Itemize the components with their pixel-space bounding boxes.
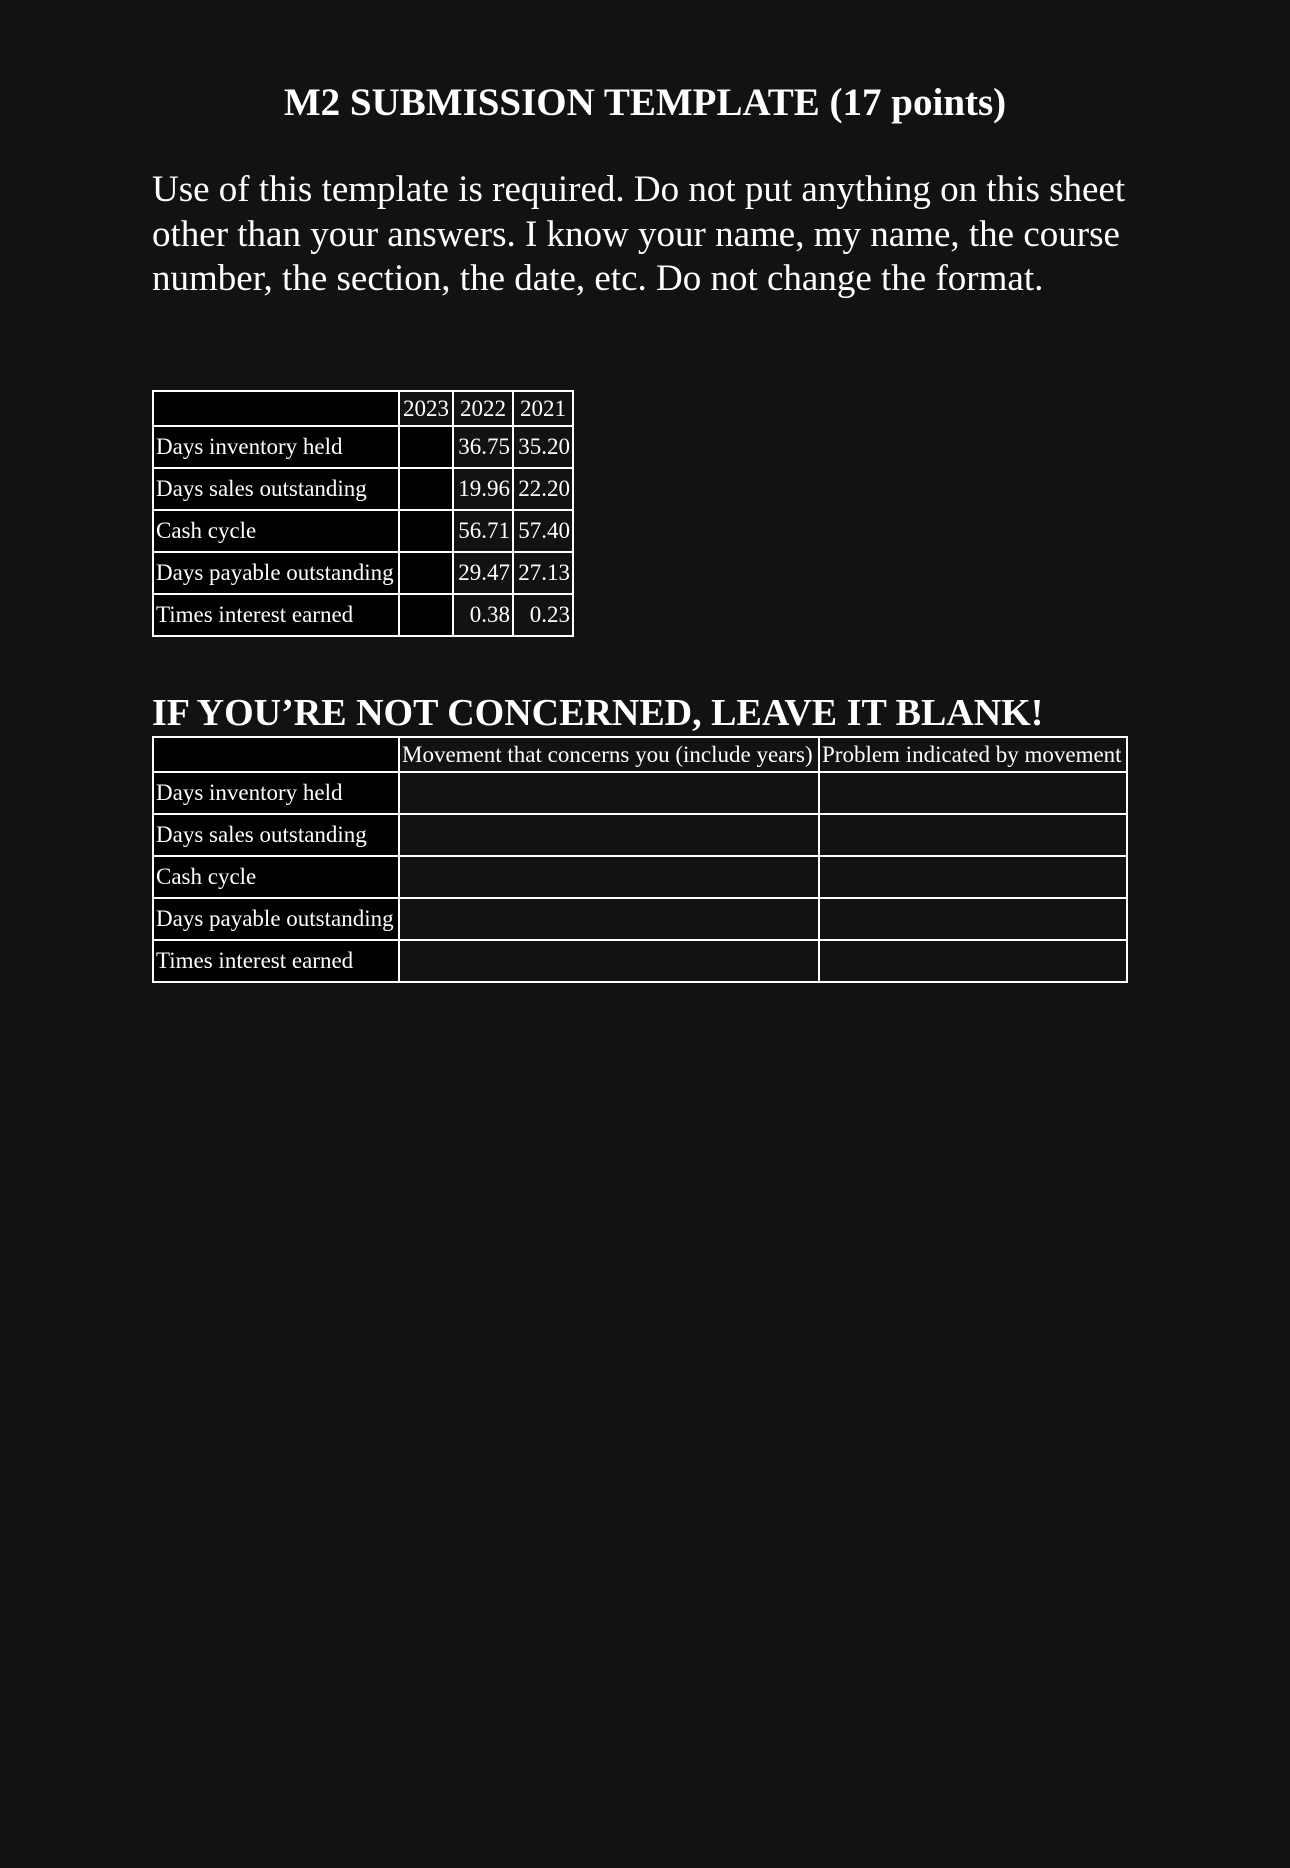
row-label: Days sales outstanding [153,468,399,510]
table-row [153,814,1127,856]
value-cell-2022: 56.71 [453,510,513,552]
answer-cell-2023[interactable] [399,426,453,468]
table-row [153,856,1127,898]
value-cell-2022: 29.47 [453,552,513,594]
row-label: Days inventory held [153,772,399,814]
value-cell-2021: 57.40 [513,510,573,552]
answer-cell-2023[interactable] [399,552,453,594]
table-row [153,594,573,636]
row-label: Days payable outstanding [153,552,399,594]
table-row [153,426,573,468]
year-header-2021: 2021 [513,391,573,426]
row-label: Times interest earned [153,594,399,636]
value-cell-2021: 27.13 [513,552,573,594]
row-label: Cash cycle [153,856,399,898]
year-header-2022: 2022 [453,391,513,426]
problem-answer-cell[interactable] [819,856,1127,898]
answer-cell-2023[interactable] [399,510,453,552]
problem-answer-cell[interactable] [819,814,1127,856]
value-cell-2021: 0.23 [513,594,573,636]
movement-column-header: Movement that concerns you (include years) [399,737,819,772]
row-label: Times interest earned [153,940,399,982]
table-row [153,940,1127,982]
ratio-table-header-row [153,391,573,426]
problem-answer-cell[interactable] [819,772,1127,814]
row-label: Cash cycle [153,510,399,552]
concern-table-corner-cell [153,737,399,772]
answer-cell-2023[interactable] [399,594,453,636]
answer-cell-2023[interactable] [399,468,453,510]
value-cell-2021: 35.20 [513,426,573,468]
movement-answer-cell[interactable] [399,898,819,940]
row-label: Days sales outstanding [153,814,399,856]
ratio-table-corner-cell [153,391,399,426]
movement-answer-cell[interactable] [399,940,819,982]
table-row [153,468,573,510]
table-row [153,772,1127,814]
concern-table-header-row [153,737,1127,772]
movement-answer-cell[interactable] [399,814,819,856]
movement-answer-cell[interactable] [399,856,819,898]
page-title: M2 SUBMISSION TEMPLATE (17 points) [283,81,1007,124]
instructions-text: Use of this template is required. Do not put anything on this sheet other than your answers. I know your name, my name, the course number, the section, the date, etc. Do not change the format. [152,169,1126,299]
problem-answer-cell[interactable] [819,940,1127,982]
table-row [153,510,573,552]
movement-answer-cell[interactable] [399,772,819,814]
problem-answer-cell[interactable] [819,898,1127,940]
ratio-table [152,390,574,637]
table-row [153,552,573,594]
year-header-2023: 2023 [399,391,453,426]
row-label: Days payable outstanding [153,898,399,940]
value-cell-2021: 22.20 [513,468,573,510]
table-row [153,898,1127,940]
problem-column-header: Problem indicated by movement [819,737,1127,772]
value-cell-2022: 36.75 [453,426,513,468]
row-label: Days inventory held [153,426,399,468]
warning-heading: IF YOU’RE NOT CONCERNED, LEAVE IT BLANK! [152,692,1044,734]
concern-table [152,736,1128,983]
value-cell-2022: 19.96 [453,468,513,510]
value-cell-2022: 0.38 [453,594,513,636]
